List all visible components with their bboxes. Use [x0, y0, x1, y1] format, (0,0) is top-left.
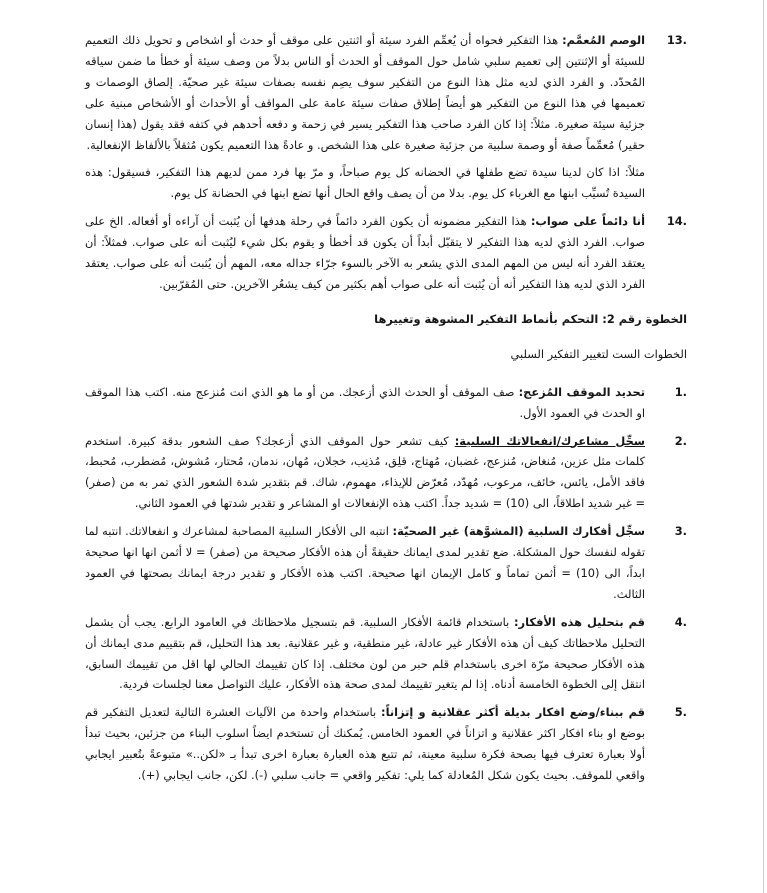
item-number: 13. — [666, 33, 687, 47]
step-item-1 — [85, 382, 687, 424]
list-item-13 — [85, 30, 687, 155]
item-text: هذا التفكير مضمونه أن يكون الفرد دائماً في رحلة هدفها أن يُثبت أن آراءه أو أفعاله. الخ على صواب. الفرد الذي لديه هذا التفكير لا يتقبّل أبداً أن يكون قد أخطأ و يقوم بكل شيء ليُثبت أنه على صواب. فمثلاً: أن يعتقد الفرد أنه ليس من المهم المدى الذي يشعر به الآخر بالسوء جرّاء جداله معه، المهم أن يُثبت أنه على صواب. يعتقد الفرد الذي لديه هذا التفكير أنه أن يُثبت أنه على صواب أهم بكثير من كيف يشعُر الآخرين. حتى المُقرّبين. — [85, 214, 645, 291]
step-text: صف الموقف أو الحدث الذي أزعجك. من أو ما هو الذي انت مُنزعج منه. اكتب هذا الموقف او الحدث في العمود الأول. — [85, 384, 645, 420]
list-item-14 — [85, 211, 687, 295]
step-body — [85, 431, 645, 515]
item-text: هذا التفكير فحواه أن يُعمِّم الفرد سيئة أو اثنتين على موقف أو حدث أو اشخاص و تحويل ذلك التعميم للسيئة أو الإثنتين إلى تعميم سلبي شامل حول الموقف أو الحدث أو الناس بدلاً من وصف سيئة أو خطأ ما ضمن سياقه المُحدّد. و الفرد الذي لديه مثل هذا النوع من التفكير سوف يصِم نفسه بصفات سيئة غير صحيّة. إلصاق الوصمات و تعميمها في هذا النوع من التفكير هو أيضاً إطلاق صفات سيئة عامة على المواقف أو الأحداث أو الأشخاص مبنية على جزئية سيئة صغيرة. مثلاً: إذا كان الفرد صاحب هذا التفكير يسير في زحمة و دفعه أحدهم في كتفه فقد يقول (هذا إنسان حقير) مُعمِّماً صفة أو وصمة سلبية من جزئية صغيرة على هذا الشخص. و عادةً هذا التعميم يكون مُثقلاً بالألفاظ الإنفعالية. — [85, 33, 645, 152]
step-body — [85, 521, 645, 605]
example-paragraph — [85, 162, 687, 204]
step-text: باستخدام قائمة الأفكار السلبية. قم بتسجيل ملاحظاتك في العامود الرابع. يجب أن يشمل التحليل ملاحظاتك كيف أن هذه الأفكار غير عادلة، غير منطقية، و غير عقلانية. بعد هذا التحليل، قم بتقييم مدى ايمانك أن هذه الأفكار صحيحة مرّة اخرى باستخدام قلم حبر من لون مختلف. إذا كان تقييمك الحالي لها اقل من تقييمك السابق، انتقل إلى الخطوة الخامسة أدناه. إذا لم يتغير تقييمك لمدى صحة هذه الأفكار، عليك التواصل معنا لجلسات فردية. — [85, 614, 645, 692]
step-title: تحديد الموقف المُزعج: — [518, 384, 645, 399]
item-body — [85, 211, 645, 295]
step-item-5 — [85, 702, 687, 786]
section-heading: الخطوة رقم 2: التحكم بأنماط التفكير المشوهة وتغييرها — [374, 311, 687, 326]
step-text: كيف تشعر حول الموقف الذي أزعجك؟ صف الشعور بدقة كبيرة. استخدم كلمات مثل عزين، مُنغاض، مُنزعج، غضبان، مُهتاج، قلِق، مُذنِب، خجلان، مُهان، ندمان، مُحتار، مُشوش، مُضطرب، مُحبط، فاقد الأمل، يائس، خائف، مرعوب، مُهدّد، مُعرّض للإيذاء، مهموم، شاك. قم بتقدير شدة الشعور الذي تمر به من (صفر) = غير شديد اطلاقاً، الى (10) = شديد جداً. اكتب هذه الإنفعالات او المشاعر و تقدير شدتها في العمود الثاني. — [85, 433, 645, 511]
step-item-2 — [85, 431, 687, 515]
step-text: باستخدام واحدة من الآليات العشرة التالية لتعديل التفكير قم بوضع او بناء افكار اكثر عقلانية و اتزاناً في العمود الخامس. يُمكنك أن تستخدم ايضاً اسلوب البناء من جزئين، بحيث تبدأ أولا بعبارة تعترف فيها بصحة فكرة سلبية معينة، ثم تتبع هذه العبارة بعبارة اخرى تبدأ بـ «لكن..» متبوعةً بتُعبير ايجابي واقعي للموقف. بحيث يكون شكل المُعادلة كما يلي: تفكير واقعي = جانب سلبي (-). لكن، جانب ايجابي (+). — [85, 705, 645, 783]
step-number: 2. — [674, 433, 687, 448]
step-title: سجِّل مشاعرك/انفعالاتك السلبية: — [454, 433, 646, 448]
step-title: قم ببناء/وضع افكار بديلة أكثر عقلانية و إتزاناً: — [381, 705, 645, 720]
item-body — [85, 30, 645, 155]
document-content — [85, 30, 687, 786]
item-title: أنا دائماً على صواب: — [530, 214, 645, 229]
step-title: قم بتحليل هذه الأفكار: — [513, 614, 645, 629]
step-body — [85, 612, 645, 696]
page-edge-line — [763, 0, 764, 893]
step-body — [85, 382, 645, 424]
step-body — [85, 702, 645, 786]
step-item-4 — [85, 612, 687, 696]
section-subheading: الخطوات الست لتغيير التفكير السلبي — [510, 346, 687, 361]
step-number: 5. — [674, 705, 687, 720]
step-title: سجِّل أفكارك السلبية (المشوَّهة) غير الصحيّة: — [392, 524, 645, 539]
step-number: 1. — [674, 384, 687, 399]
step-item-3 — [85, 521, 687, 605]
step-text: انتبه الى الأفكار السلبية المصاحبة لمشاعرك و انفعالاتك. انتبه لما تقوله لنفسك حول المشكلة. ضع تقدير لمدى ايمانك حقيقةً أن هذه الأفكار صحيحة من (صفر) = لا أثمن انها انها صحيحة ابداً، الى (10) = أثمن تماماً و كامل الإيمان انها صحيحة. اكتب هذه الأفكار و تقدير درجة ايمانك بصحتها في العمود الثالث. — [85, 524, 645, 601]
step-number: 3. — [674, 524, 687, 539]
example-text: مثلاً: اذا كان لدينا سيدة تضع طفلها في الحضانه كل يوم صباحاً، و مرّ بها فرد ممن لديهم هذا التفكير، فسيقول: هذه السيدة تُسيِّب ابنها مع الغرباء كل يوم. بدلا من أن يصف واقع الحال أنها تضع ابنها في الحضانة كل يوم. — [85, 165, 645, 201]
item-number: 14. — [666, 214, 687, 229]
step-number: 4. — [674, 614, 687, 629]
item-title: الوصم المُعمَّم: — [562, 33, 646, 47]
